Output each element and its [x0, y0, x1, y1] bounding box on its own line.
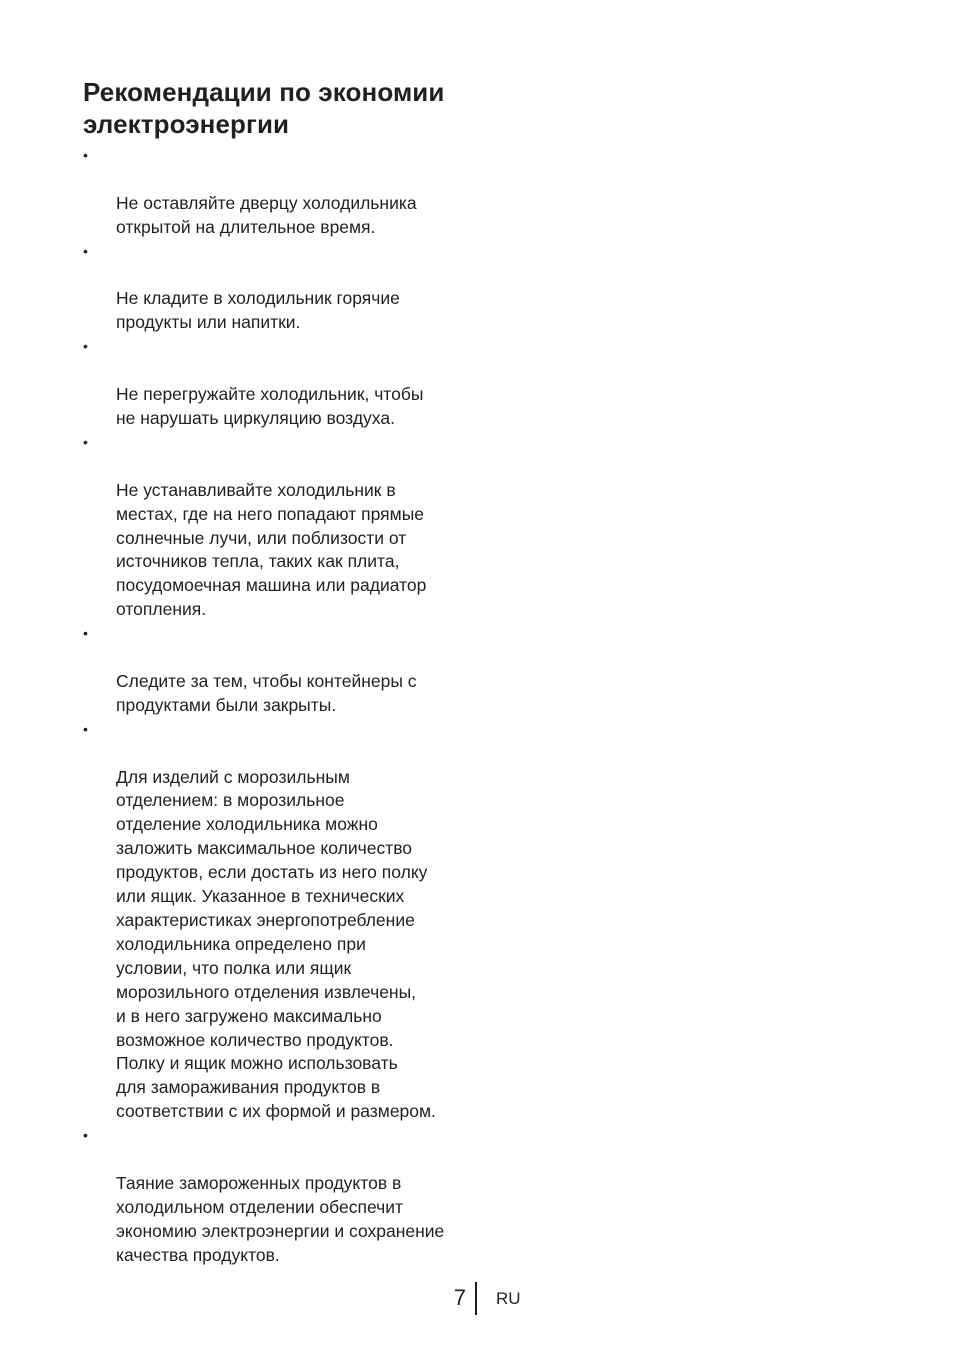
list-item-text: Для изделий с морозильным отделением: в морозильное отделение холодильника можно заложить максимальное количество продуктов, если достать из него полку или ящик. Указанное в технических характеристиках энергопотребление холодильника определено при условии, что полка или ящик морозильного отделения извлечены, и в него загружено максимально возможное количество продуктов. Полку и ящик можно использовать для замораживания продуктов в соответствии с их формой и размером.: [116, 766, 436, 1122]
bullet-icon: •: [83, 1127, 88, 1144]
list-item-text: Следите за тем, чтобы контейнеры с продуктами были закрыты.: [116, 670, 417, 715]
recommendations-list: [83, 144, 483, 1268]
list-item: [83, 144, 483, 240]
list-item: [83, 240, 483, 336]
list-item: [83, 335, 483, 431]
bullet-icon: •: [83, 720, 88, 737]
bullet-icon: •: [83, 242, 88, 259]
list-item-text: Не оставляйте дверцу холодильника открытой на длительное время.: [116, 192, 417, 237]
list-item: [83, 718, 483, 1124]
list-item: [83, 1124, 483, 1267]
bullet-icon: •: [83, 625, 88, 642]
page-footer: [0, 1280, 954, 1316]
section-title: Рекомендации по экономии электроэнергии: [83, 77, 445, 139]
language-code: RU: [496, 1289, 521, 1308]
bullet-icon: •: [83, 338, 88, 355]
bullet-icon: •: [83, 147, 88, 163]
list-item-text: Таяние замороженных продуктов в холодильном отделении обеспечит экономию электроэнергии и сохранение качества продуктов.: [116, 1172, 445, 1265]
list-item: [83, 622, 483, 718]
bullet-icon: •: [83, 433, 88, 450]
document-body: [83, 76, 483, 1268]
list-item-text: Не кладите в холодильник горячие продукты или напитки.: [116, 288, 400, 333]
footer-divider: [475, 1282, 477, 1315]
list-item-text: Не перегружайте холодильник, чтобы не нарушать циркуляцию воздуха.: [116, 384, 424, 428]
page-number: 7: [453, 1285, 466, 1310]
list-item: [83, 431, 483, 622]
list-item-text: Не устанавливайте холодильник в местах, где на него попадают прямые солнечные лучи, или поблизости от источников тепла, таких как плита, посудомоечная машина или радиатор отопления.: [116, 479, 427, 620]
